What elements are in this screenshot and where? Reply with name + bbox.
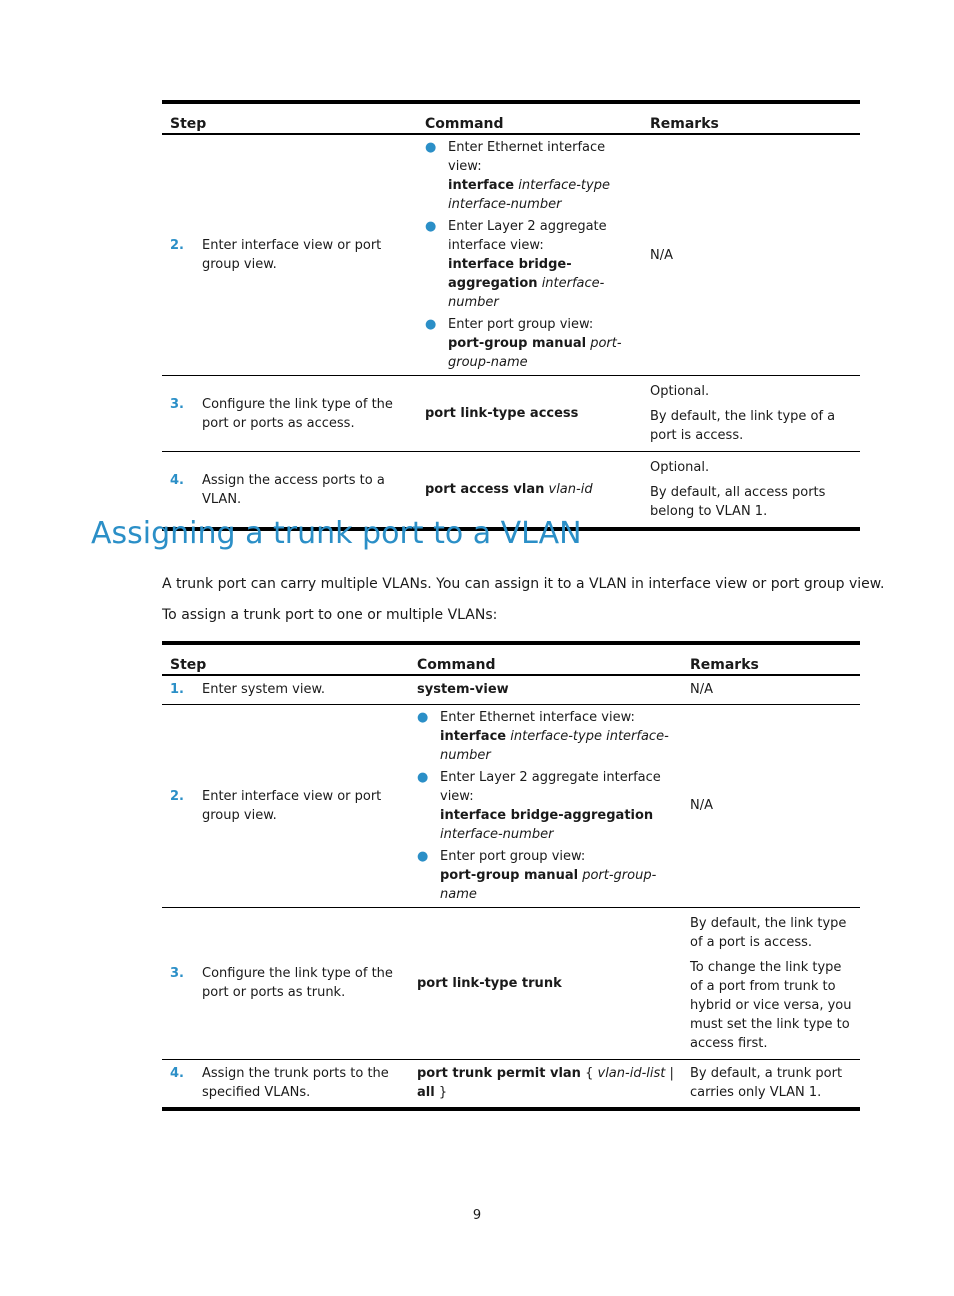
remark-text: By default, a trunk port carries only VLAN 1.	[682, 1059, 860, 1109]
steps-table-access	[162, 100, 860, 531]
table-row	[162, 134, 860, 376]
remark-text: Optional.	[650, 384, 710, 399]
step-number: 4.	[170, 472, 184, 488]
list-item: ● Enter Layer 2 aggregate interface view: interface bridge-aggregation interface-number	[425, 219, 607, 310]
command-keyword: interface	[448, 178, 515, 193]
step-number: 1.	[170, 682, 184, 698]
header-remarks: Remarks	[682, 643, 860, 675]
step-description: Assign the access ports to a VLAN.	[202, 472, 385, 507]
header-command: Command	[417, 102, 642, 134]
command-argument: port-group-name	[440, 867, 657, 902]
table-row	[162, 675, 860, 704]
step-number: 3.	[170, 966, 184, 981]
remark-text: By default, the link type of a port is access.	[650, 409, 836, 443]
command-keyword: port-group manual	[440, 867, 579, 883]
command-argument: port-group-name	[448, 336, 622, 370]
command-keyword: port-group manual	[448, 336, 587, 351]
bullet-icon: ●	[417, 848, 429, 864]
page-number: 9	[472, 1208, 482, 1223]
instruction-paragraph: To assign a trunk port to one or multiple VLANs:	[162, 607, 498, 623]
step-description: Enter interface view or port group view.	[202, 238, 382, 272]
command-keyword: system-view	[417, 682, 509, 698]
step-description: Configure the link type of the port or ports as access.	[202, 396, 393, 431]
command-argument: vlan-id	[548, 482, 593, 497]
steps-table-trunk	[162, 641, 860, 1111]
list-item: ● Enter Layer 2 aggregate interface view: interface bridge-aggregation interface-number	[417, 769, 661, 842]
brace-open: {	[585, 1066, 594, 1082]
header-remarks: Remarks	[642, 102, 860, 134]
command-argument: interface-number	[448, 276, 605, 310]
command-keyword: interface bridge-aggregation	[448, 257, 572, 291]
step-number: 4.	[170, 1066, 184, 1082]
command-keyword: interface bridge-aggregation	[440, 807, 654, 823]
remark-text: To change the link type of a port from trunk to hybrid or vice versa, you must set the link type to access first.	[690, 959, 852, 1051]
step-description: Assign the trunk ports to the specified VLANs.	[202, 1066, 389, 1101]
step-description: Enter interface view or port group view.	[202, 788, 382, 823]
command-keyword: port link-type trunk	[417, 975, 562, 991]
section-heading: Assigning a trunk port to a VLAN	[91, 516, 582, 551]
command-keyword: interface	[440, 728, 507, 744]
bullet-icon: ●	[425, 219, 437, 234]
command-options	[417, 708, 674, 904]
command-keyword-all: all	[417, 1085, 435, 1101]
command-keyword: port access vlan	[425, 482, 545, 497]
list-item: ● Enter Ethernet interface view: interface interface-type interface-number	[425, 140, 610, 212]
list-item: ● Enter port group view: port-group manual port-group-name	[425, 317, 622, 370]
remark-text: By default, all access ports belong to VLAN 1.	[650, 485, 826, 519]
command-keyword: port trunk permit vlan	[417, 1066, 581, 1082]
list-item: ● Enter port group view: port-group manual port-group-name	[417, 848, 657, 902]
step-description: Enter system view.	[202, 682, 326, 698]
command-argument: interface-type interface-number	[448, 178, 610, 212]
bullet-icon: ●	[425, 317, 437, 332]
list-item: ● Enter Ethernet interface view: interface interface-type interface-number	[417, 709, 669, 763]
separator: |	[669, 1066, 674, 1082]
bullet-icon: ●	[425, 140, 437, 155]
intro-paragraph: A trunk port can carry multiple VLANs. You can assign it to a VLAN in interface view or port group view.	[162, 576, 885, 592]
bullet-icon: ●	[417, 709, 429, 725]
header-step: Step	[162, 102, 417, 134]
header-step: Step	[162, 643, 409, 675]
remark-text: N/A	[682, 704, 860, 907]
table-row	[162, 1059, 860, 1109]
step-number: 2.	[170, 788, 184, 804]
remark-text: Optional.	[650, 460, 710, 475]
brace-close: }	[438, 1085, 448, 1101]
step-number: 2.	[170, 238, 184, 253]
command-options	[425, 138, 634, 372]
command-argument: interface-number	[440, 826, 554, 842]
table-row	[162, 704, 860, 907]
remark-text: N/A	[650, 247, 673, 263]
command-keyword: port link-type access	[425, 406, 579, 421]
header-command: Command	[409, 643, 682, 675]
remark-text: By default, the link type of a port is access.	[690, 915, 847, 950]
table-row	[162, 907, 860, 1059]
step-number: 3.	[170, 396, 184, 412]
bullet-icon: ●	[417, 769, 429, 785]
command-argument: vlan-id-list	[597, 1066, 666, 1082]
step-description: Configure the link type of the port or ports as trunk.	[202, 966, 393, 1000]
command-argument: interface-type interface-number	[440, 728, 669, 763]
remark-text: N/A	[682, 675, 860, 704]
table-row	[162, 376, 860, 452]
